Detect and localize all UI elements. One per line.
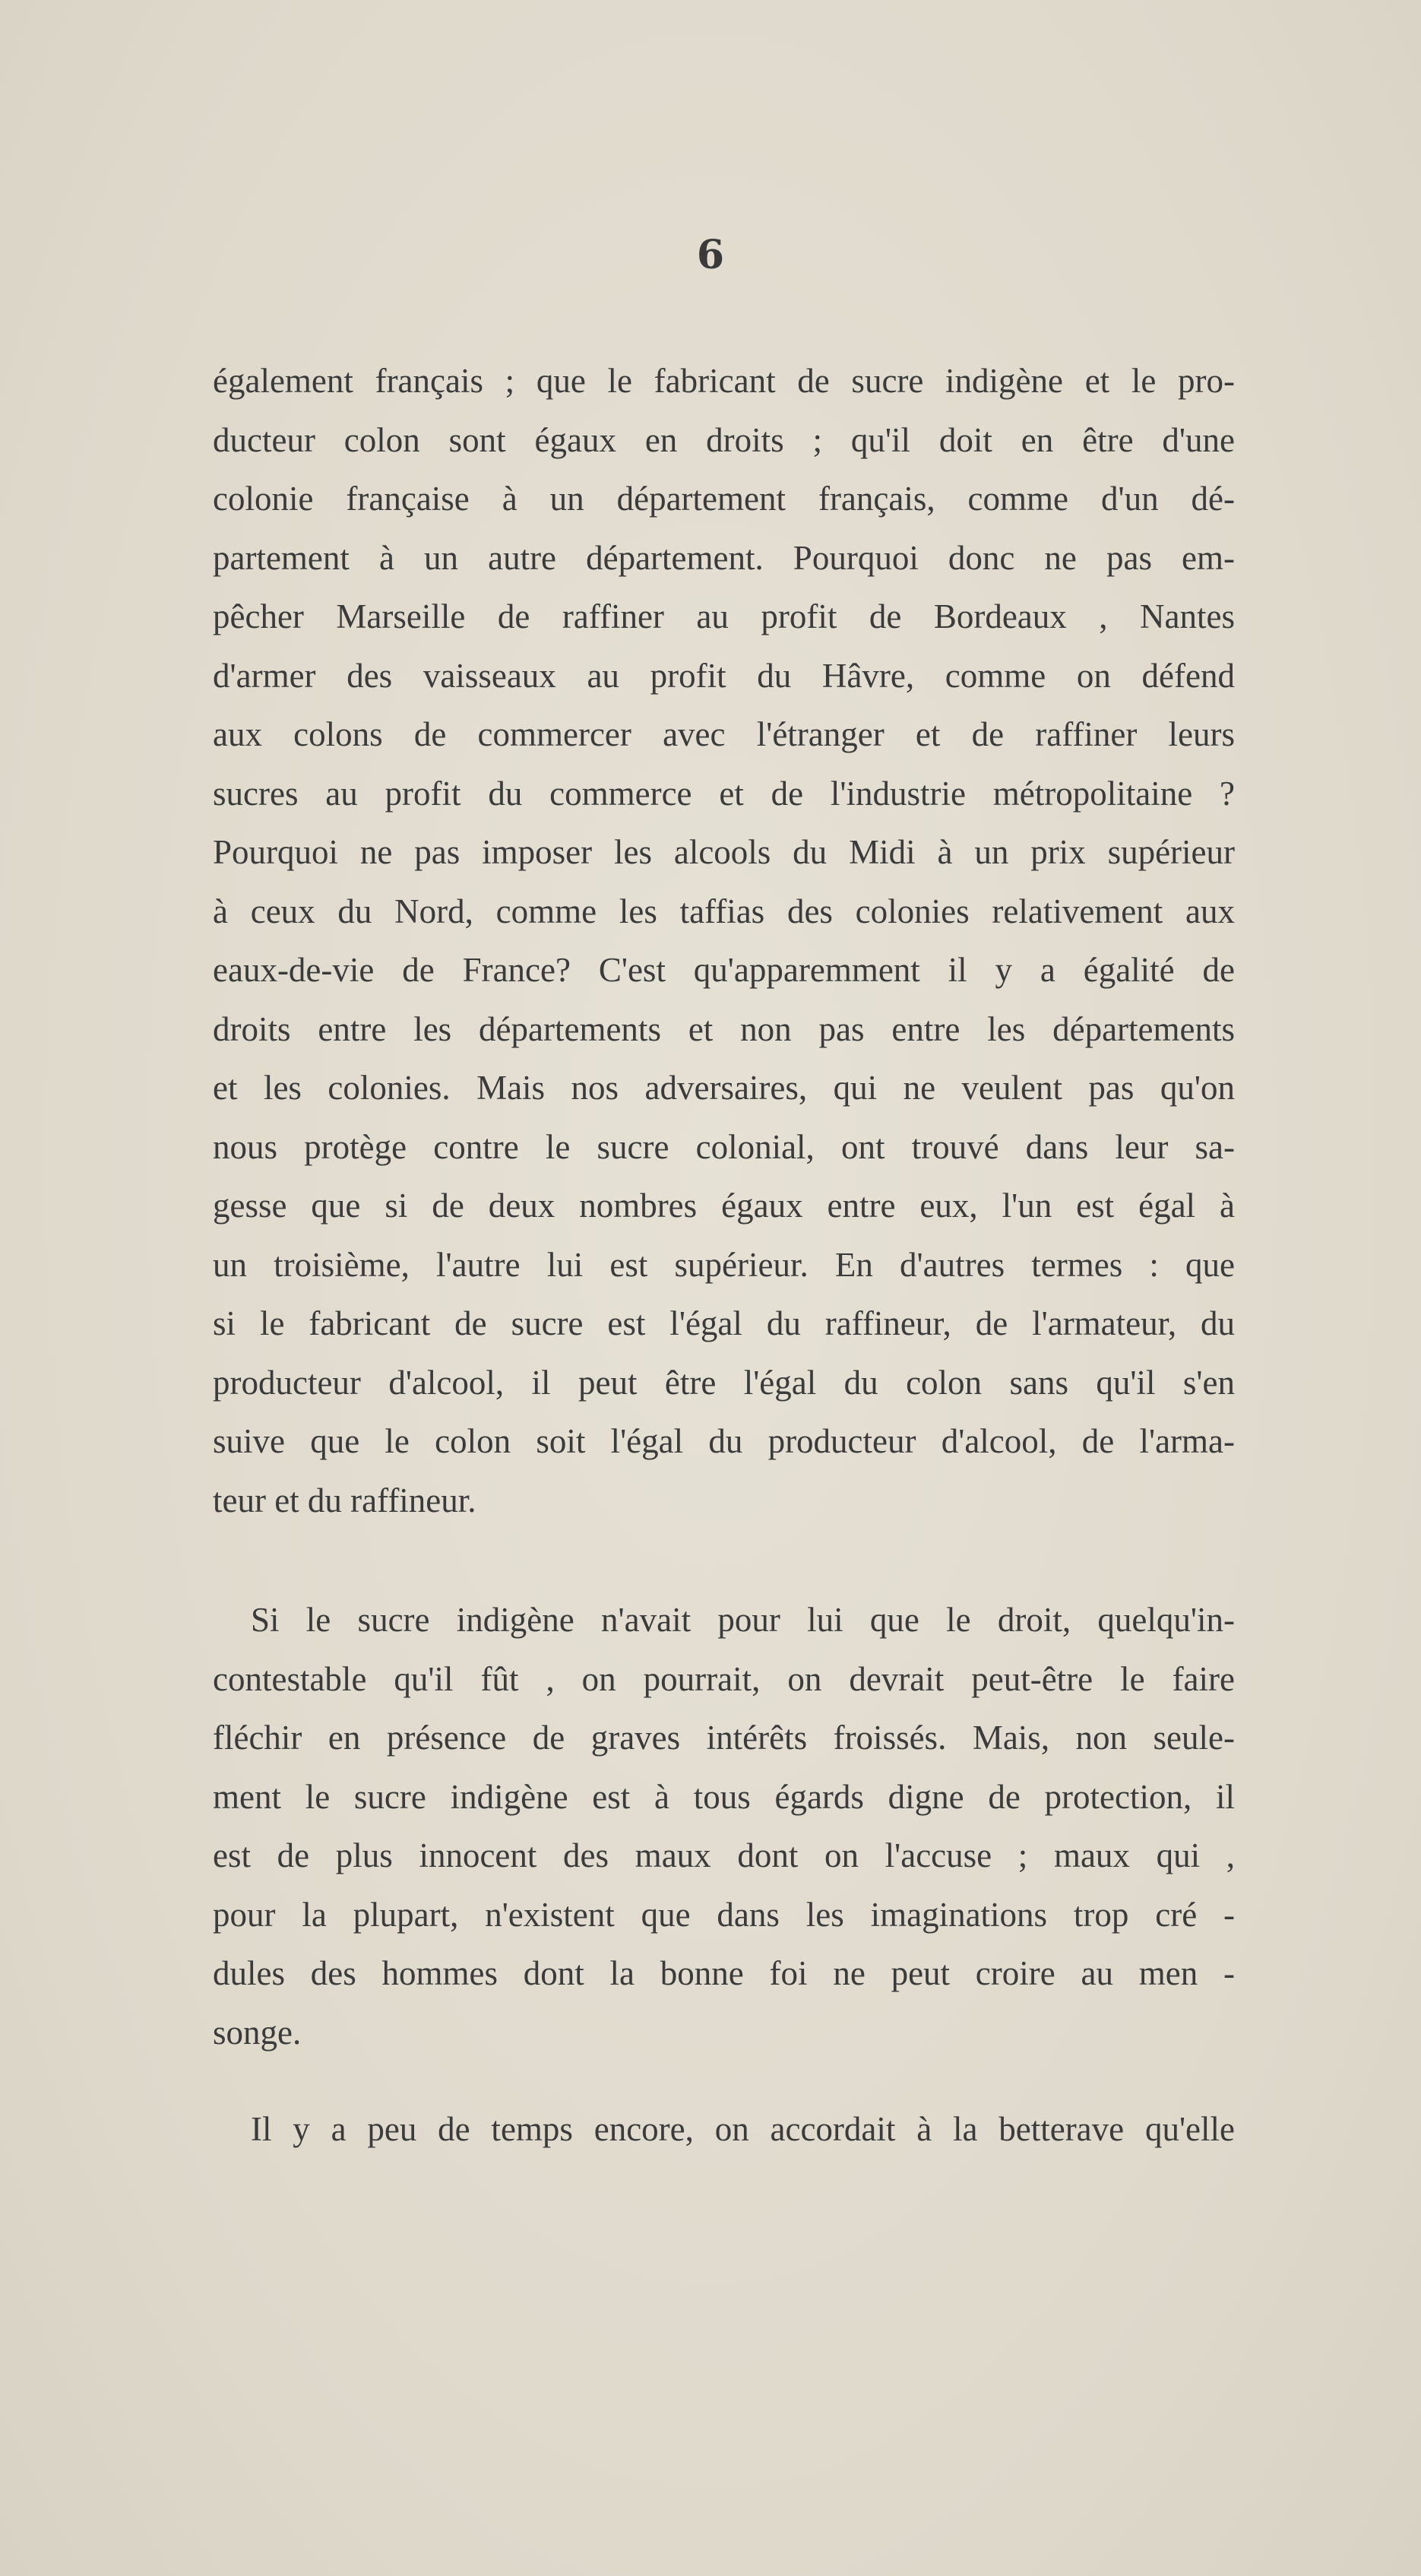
- text-line: à ceux du Nord, comme les taffias des colonies relativement aux: [213, 892, 1235, 930]
- text-line: gesse que si de deux nombres égaux entre eux, l'un est égal à: [213, 1187, 1235, 1225]
- text-line: Il y a peu de temps encore, on accordait à la betterave qu'elle: [251, 2110, 1235, 2148]
- text-line: ment le sucre indigène est à tous égards digne de protection, il: [213, 1777, 1235, 1816]
- text-line: sucres au profit du commerce et de l'industrie métropolitaine ?: [213, 774, 1235, 813]
- page-number: 6: [696, 232, 725, 278]
- text-line: nous protège contre le sucre colonial, ont trouvé dans leur sa-: [213, 1127, 1235, 1166]
- text-line: si le fabricant de sucre est l'égal du raffineur, de l'armateur, du: [213, 1304, 1235, 1342]
- text-line: suive que le colon soit l'égal du producteur d'alcool, de l'arma-: [213, 1422, 1235, 1460]
- text-line: Si le sucre indigène n'avait pour lui que le droit, quelqu'in-: [251, 1601, 1235, 1639]
- text-line: dules des hommes dont la bonne foi ne peut croire au men -: [213, 1954, 1235, 1992]
- text-line: est de plus innocent des maux dont on l'accuse ; maux qui ,: [213, 1836, 1235, 1874]
- paragraph-1: [213, 352, 1235, 1530]
- text-line: d'armer des vaisseaux au profit du Hâvre, comme on défend: [213, 656, 1235, 695]
- text-line: pêcher Marseille de raffiner au profit de Bordeaux , Nantes: [213, 597, 1235, 635]
- text-line: également français ; que le fabricant de sucre indigène et le pro-: [213, 362, 1235, 400]
- text-line: pour la plupart, n'existent que dans les imaginations trop cré -: [213, 1895, 1235, 1934]
- text-line: ducteur colon sont égaux en droits ; qu'il doit en être d'une: [213, 420, 1235, 459]
- paragraph-3: [213, 2100, 1235, 2159]
- text-line: eaux-de-vie de France? C'est qu'apparemment il y a égalité de: [213, 951, 1235, 989]
- text-line: teur et du raffineur.: [213, 1481, 476, 1519]
- text-line: aux colons de commercer avec l'étranger et de raffiner leurs: [213, 715, 1235, 753]
- paragraph-2: [213, 1591, 1235, 2062]
- text-line: songe.: [213, 2013, 302, 2052]
- text-line: Pourquoi ne pas imposer les alcools du Midi à un prix supérieur: [213, 833, 1235, 871]
- text-line: fléchir en présence de graves intérêts froissés. Mais, non seule-: [213, 1719, 1235, 1757]
- text-line: colonie française à un département français, comme d'un dé-: [213, 480, 1235, 518]
- text-line: un troisième, l'autre lui est supérieur. En d'autres termes : que: [213, 1245, 1235, 1284]
- text-line: et les colonies. Mais nos adversaires, qui ne veulent pas qu'on: [213, 1069, 1235, 1107]
- text-line: contestable qu'il fût , on pourrait, on devrait peut-être le faire: [213, 1659, 1235, 1698]
- text-line: partement à un autre département. Pourquoi donc ne pas em-: [213, 538, 1235, 577]
- text-line: droits entre les départements et non pas entre les départements: [213, 1009, 1235, 1048]
- text-line: producteur d'alcool, il peut être l'égal du colon sans qu'il s'en: [213, 1363, 1235, 1402]
